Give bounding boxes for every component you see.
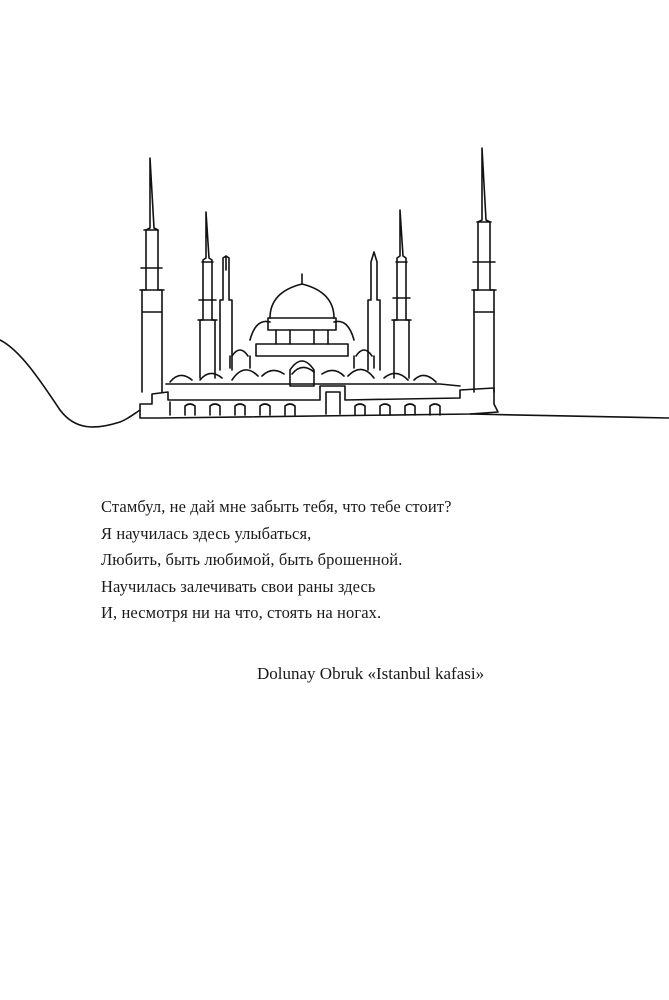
poem-line: Стамбул, не дай мне забыть тебя, что тебе стоит? <box>101 497 452 516</box>
poem-line: Любить, быть любимой, быть брошенной. <box>101 550 403 569</box>
poem-line: Я научилась здесь улыбаться, <box>101 523 312 543</box>
base-wall <box>140 386 498 418</box>
mosque-illustration <box>0 130 669 440</box>
minaret-inner-right <box>394 210 409 378</box>
wave-line-left <box>0 340 140 427</box>
minaret-far-right <box>474 148 494 392</box>
portal-arch <box>290 361 314 386</box>
minaret-inner-left <box>200 212 215 378</box>
minaret-far-left <box>142 158 162 392</box>
attribution: Dolunay Obruk «Istanbul kafasi» <box>257 664 485 683</box>
small-domes <box>170 367 436 382</box>
main-dome <box>270 284 334 318</box>
semi-dome-left <box>250 321 270 340</box>
central-gate <box>326 392 340 414</box>
poem <box>101 494 621 627</box>
poem-line: И, несмотря ни на что, стоять на ногах. <box>101 603 382 622</box>
mosque-line-drawing-icon <box>0 130 669 440</box>
poem-line: Научилась залечивать свои раны здесь <box>101 576 376 596</box>
minaret-small-left <box>220 256 232 370</box>
semi-dome-right <box>334 321 354 340</box>
ground-line-right <box>470 414 669 418</box>
